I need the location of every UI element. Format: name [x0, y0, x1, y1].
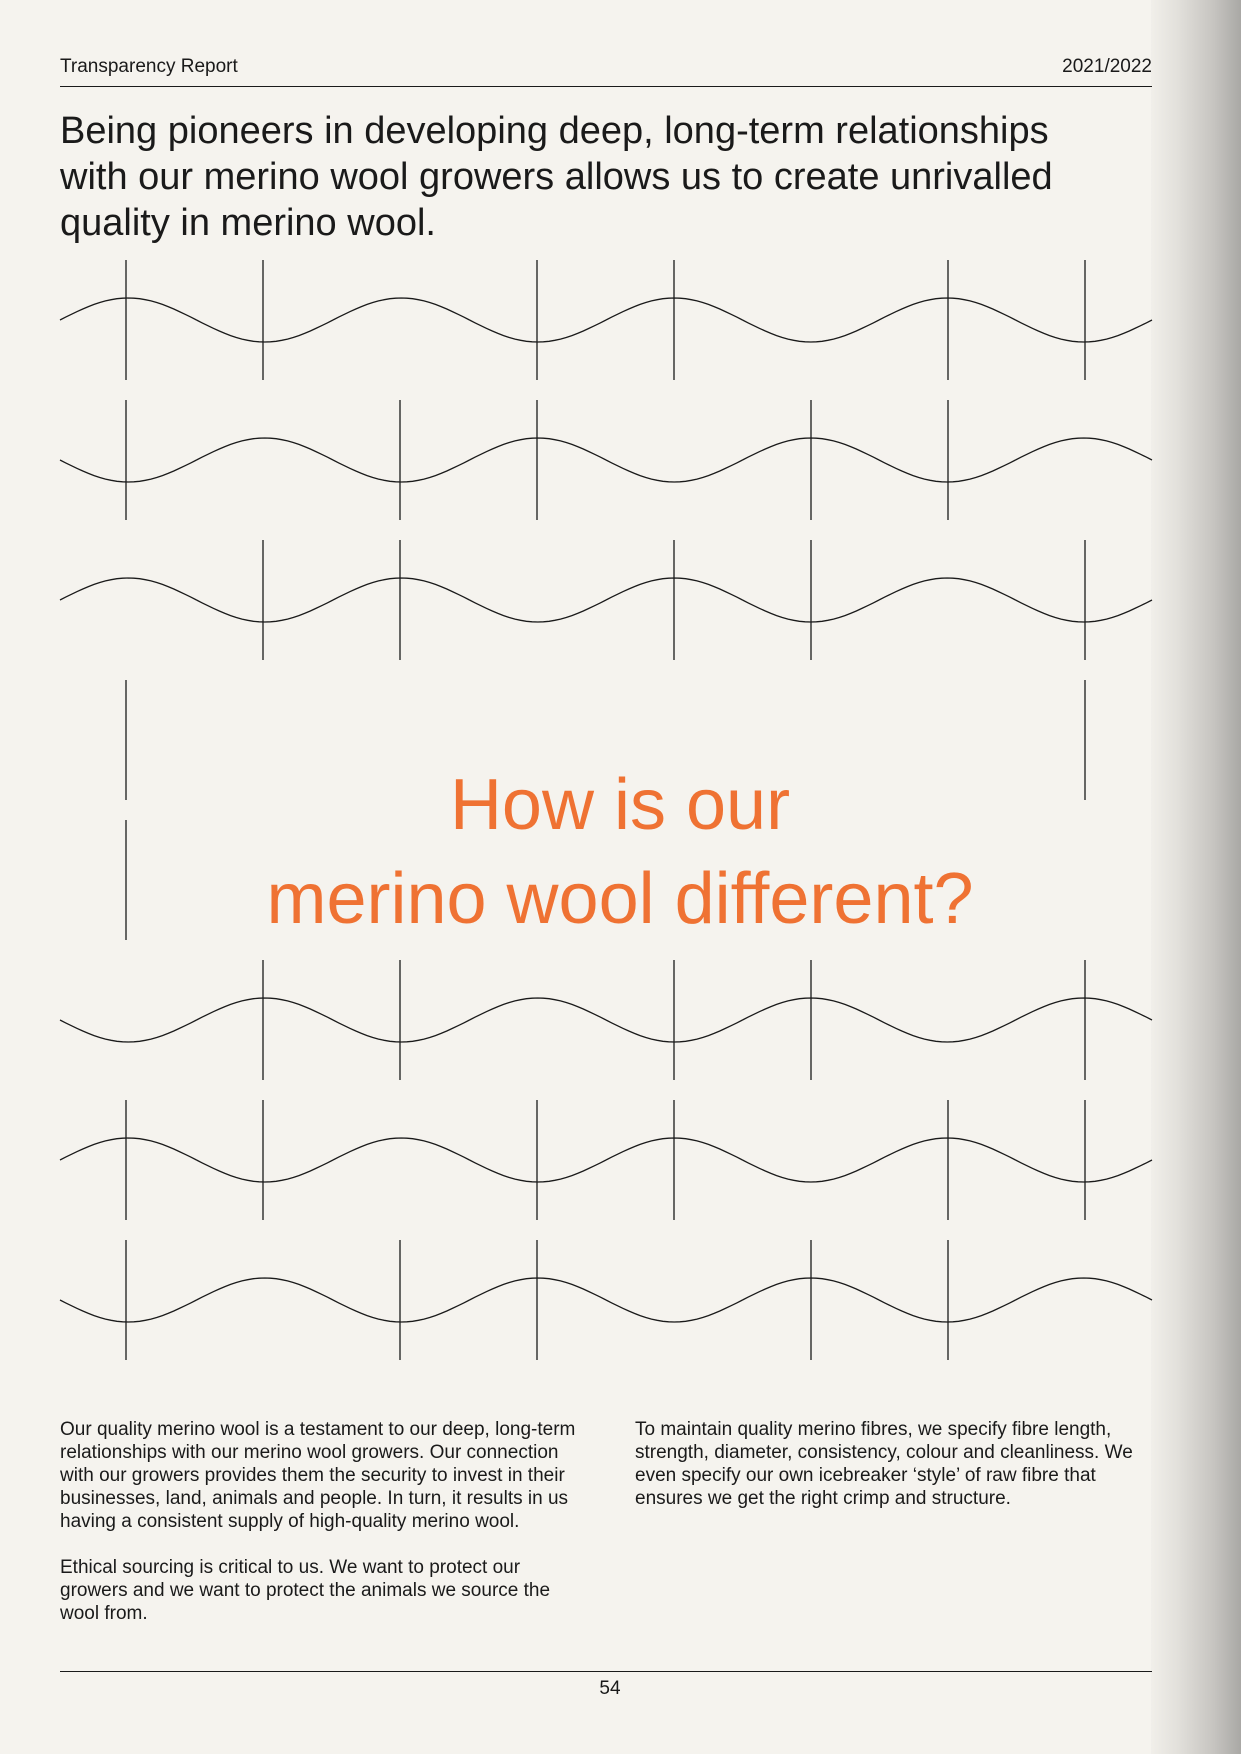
pattern-wave: [1016, 600, 1153, 622]
pattern-wave: [1016, 1160, 1153, 1182]
pattern-wave: [60, 298, 197, 320]
pattern-wave: [743, 1160, 880, 1182]
pattern-wave: [197, 320, 334, 342]
report-year: 2021/2022: [1062, 56, 1152, 77]
pattern-wave: [470, 600, 607, 622]
pattern-wave: [470, 320, 607, 342]
pattern-wave: [197, 1278, 334, 1300]
pattern-wave: [879, 1300, 1016, 1322]
pattern-wave: [333, 578, 470, 600]
body-paragraph: Our quality merino wool is a testament to our deep, long-term relationships with our merino wool growers. Our connection with our growers provides them the security to invest in their businesses, land, animals and people. In turn, it results in us having a consistent supply of high-quality merino wool.: [60, 1419, 576, 1532]
pattern-wave: [743, 320, 880, 342]
pattern-wave: [470, 1278, 607, 1300]
pattern-wave: [879, 1138, 1016, 1160]
pattern-wave: [333, 1020, 470, 1042]
pattern-wave: [879, 298, 1016, 320]
pattern-wave: [333, 298, 470, 320]
pattern-wave: [470, 1160, 607, 1182]
body-paragraph: To maintain quality merino fibres, we specify fibre length, strength, diameter, consistency, colour and cleanliness. We even specify our own icebreaker ‘style’ of raw fibre that ensures we get the right crimp and structure.: [635, 1419, 1133, 1509]
pattern-wave: [470, 438, 607, 460]
pattern-wave: [60, 1138, 197, 1160]
pattern-wave: [60, 578, 197, 600]
pattern-wave: [606, 1300, 743, 1322]
pattern-wave: [197, 600, 334, 622]
report-title: Transparency Report: [60, 56, 238, 77]
pattern-wave: [879, 460, 1016, 482]
pattern-wave: [333, 1138, 470, 1160]
pattern-wave: [1016, 438, 1153, 460]
section-headline: [90, 758, 1150, 946]
pattern-wave: [1016, 1278, 1153, 1300]
headline-line-2: merino wool different?: [266, 859, 974, 939]
pattern-wave: [60, 460, 197, 482]
pattern-wave: [197, 438, 334, 460]
body-column-right: [635, 1418, 1155, 1533]
pattern-wave: [197, 998, 334, 1020]
pattern-wave: [333, 1300, 470, 1322]
pattern-wave: [470, 998, 607, 1020]
headline-line-1: How is our: [449, 765, 791, 845]
pattern-wave: [879, 1020, 1016, 1042]
intro-statement: Being pioneers in developing deep, long-term relationships with our merino wool growers allows us to create unrivalled quality in merino wool.: [60, 110, 1053, 244]
pattern-wave: [60, 1300, 197, 1322]
body-paragraph: Ethical sourcing is critical to us. We want to protect our growers and we want to protect the animals we source the wool from.: [60, 1557, 551, 1624]
pattern-wave: [197, 1160, 334, 1182]
pattern-wave: [60, 1020, 197, 1042]
pattern-wave: [1016, 998, 1153, 1020]
body-column-left: [60, 1418, 580, 1648]
page-number: 54: [599, 1678, 621, 1699]
pattern-wave: [879, 578, 1016, 600]
footer-rule: [60, 1671, 1152, 1672]
pattern-wave: [1016, 320, 1153, 342]
pattern-wave: [333, 460, 470, 482]
pattern-wave: [606, 460, 743, 482]
